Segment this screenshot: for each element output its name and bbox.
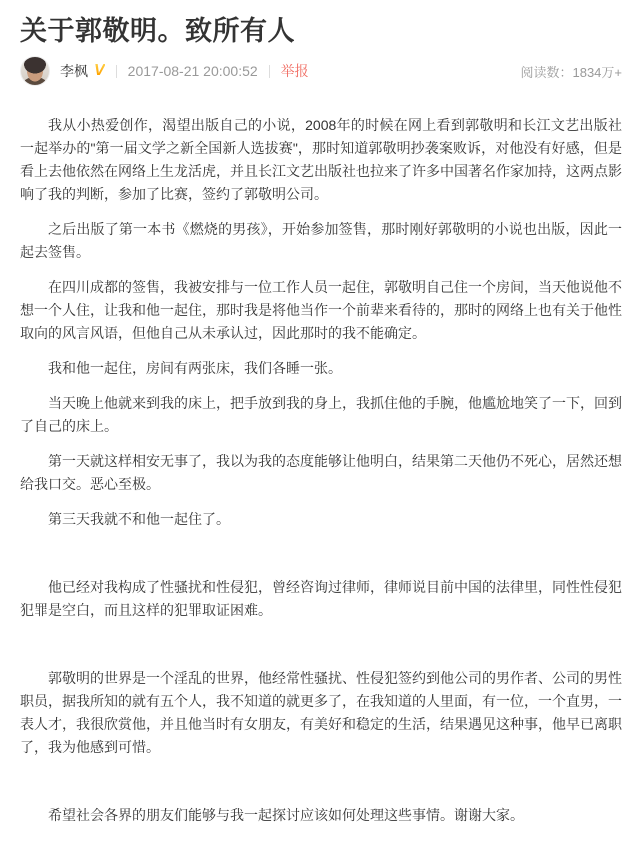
article-paragraph: 在四川成都的签售，我被安排与一位工作人员一起住，郭敬明自己住一个房间，当天他说他不想一个人住，让我和他一起住，那时我是将他当作一个前辈来看待的，那时的网络上也有关于他性取向的风言风语，但他自己从未承认过，因此那时的我不能确定。	[20, 279, 622, 341]
article-paragraph: 希望社会各界的朋友们能够与我一起探讨应该如何处理这些事情。谢谢大家。	[48, 807, 524, 823]
article-paragraph: 我从小热爱创作，渴望出版自己的小说，2008年的时候在网上看到郭敬明和长江文艺出版社一起举办的"第一届文学之新全国新人选拔赛"，那时知道郭敬明抄袭案败诉，对他没有好感，但是看上去他依然在网络上生龙活虎，并且长江文艺出版社也拉来了许多中国著名作家加持，这两点影响了我的判断，参加了比赛，签约了郭敬明公司。	[20, 117, 622, 202]
divider	[269, 65, 270, 78]
article-paragraph: 当天晚上他就来到我的床上，把手放到我的身上，我抓住他的手腕，他尴尬地笑了一下，回到了自己的床上。	[20, 395, 622, 434]
article-paragraph: 之后出版了第一本书《燃烧的男孩》，开始参加签售，那时刚好郭敬明的小说也出版，因此一起去签售。	[20, 221, 622, 260]
page-title: 关于郭敬明。致所有人	[20, 16, 295, 46]
publish-timestamp: 2017-08-21 20:00:52	[127, 63, 258, 79]
article-paragraph: 第三天我就不和他一起住了。	[48, 511, 230, 527]
article-paragraph: 第一天就这样相安无事了，我以为我的态度能够让他明白，结果第二天他仍不死心，居然还想给我口交。恶心至极。	[20, 453, 622, 492]
verified-v-icon: V	[94, 62, 105, 79]
author-avatar[interactable]	[20, 56, 50, 86]
read-count-label: 阅读数：1834万+	[520, 64, 622, 80]
article-paragraph: 郭敬明的世界是一个淫乱的世界，他经常性骚扰、性侵犯签约到他公司的男作者、公司的男性职员，据我所知的就有五个人，我不知道的就更多了，在我知道的人里面，有一位，一个直男，一表人才，我很欣赏他，并且他当时有女朋友，有美好和稳定的生活，结果遇见这种事，他早已离职了，我为他感到可惜。	[20, 670, 622, 755]
article-paragraph: 他已经对我构成了性骚扰和性侵犯，曾经咨询过律师，律师说目前中国的法律里，同性性侵犯犯罪是空白，而且这样的犯罪取证困难。	[20, 579, 622, 618]
divider	[116, 65, 117, 78]
author-name[interactable]: 李枫	[60, 63, 88, 79]
article-paragraph: 我和他一起住，房间有两张床，我们各睡一张。	[48, 360, 342, 376]
report-link[interactable]: 举报	[280, 63, 309, 79]
article-meta-bar	[20, 55, 622, 87]
article-page	[0, 14, 640, 827]
article-body	[20, 114, 622, 827]
